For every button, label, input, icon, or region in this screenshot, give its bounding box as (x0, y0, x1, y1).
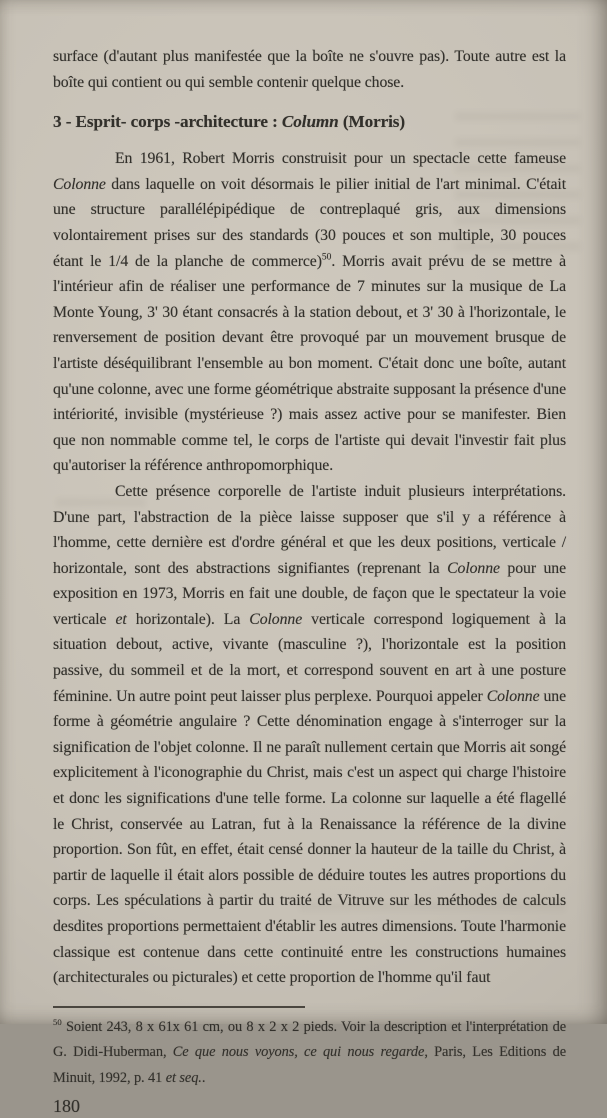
footnote-separator-rule (53, 1006, 305, 1008)
paragraph-continuation: surface (d'autant plus manifestée que la boîte ne s'ouvre pas). Toute autre est la boîte qui contient ou qui semble contenir quelque chose. (53, 48, 566, 91)
paragraph-interpretations: Cette présence corporelle de l'artiste induit plusieurs interprétations. D'une part, l'abstraction de la pièce laisse supposer que s'il y a référence à l'homme, cette dernière est d'ordre général et que les deux positions, verticale / horizontale, sont des abstractions signifiantes (reprenant la Colonne pour une exposition en 1973, Morris en fait une double, de façon que le spectateur la voie verticale et horizontale). La Colonne verticale correspond logiquement à la situation debout, active, vivante (masculine ?), l'horizontale est la position passive, du sommeil et de la mort, et correspond souvent en art à une posture féminine. Un autre point peut laisser plus perplexe. Pourquoi appeler Colonne une forme à géométrie angulaire ? Cette dénomination engage à s'interroger sur la signification de l'objet colonne. Il ne paraît nullement certain que Morris ait songé explicitement à l'iconographie du Christ, mais c'est un aspect qui charge l'histoire et donc les significations d'une telle forme. La colonne sur laquelle a été flagellé le Christ, conservée au Latran, fut à la Renaissance la référence de la divine proportion. Son fût, en effet, était censé donner la hauteur de la taille du Christ, à partir de laquelle il était alors possible de déduire toutes les autres proportions du corps. Les spéculations à partir du traité de Vitruve sur les méthodes de calculs desdites proportions permettaient d'établir les autres dimensions. Toute l'harmonie classique est contenue dans cette continuité entre les constructions humaines (architecturales ou picturales) et cette proportion de l'homme qu'il faut (53, 482, 567, 987)
section-heading: 3 - Esprit- corps -architecture : Column (Morris) (53, 112, 406, 132)
text-block (53, 44, 566, 1118)
page-number: 180 (53, 1096, 80, 1116)
paragraph-column-1961: En 1961, Robert Morris construisit pour un spectacle cette fameuse Colonne dans laquelle on voit désormais le pilier initial de l'art minimal. C'était une structure parallélépipédique de contreplaqué gris, aux dimensions volontairement prises sur des standards (30 pouces et son multiple, 30 pouces étant le 1/4 de la planche de commerce)$^{50}$. Morris avait prévu de se mettre à l'intérieur afin de réaliser une performance de 7 minutes sur la musique de La Monte Young, 3' 30 étant consacrés à la station debout, et 3' 30 à l'horizontale, le renversement de position devant être provoqué par un mouvement brusque de l'artiste déséquilibrant l'ensemble au bon moment. C'était donc une boîte, autant qu'une colonne, avec une forme géométrique abstraite supposant la présence d'une intériorité, invisible (mystérieuse ?) mais assez active pour se manifester. Bien que non nommable comme tel, le corps de l'artiste qui devait l'investir fait plus qu'autoriser la référence anthropomorphique. (53, 150, 566, 475)
footnote-50: $^{50}$ Soient 243, 8 x 61x 61 cm, ou 8 x 2 x 2 pieds. Voir la description et l'interprétation de G. Didi-Huberman, Ce que nous voyons, ce qui nous regarde, Paris, Les Editions de Minuit, 1992, p. 41 et seq.. (53, 1016, 566, 1086)
